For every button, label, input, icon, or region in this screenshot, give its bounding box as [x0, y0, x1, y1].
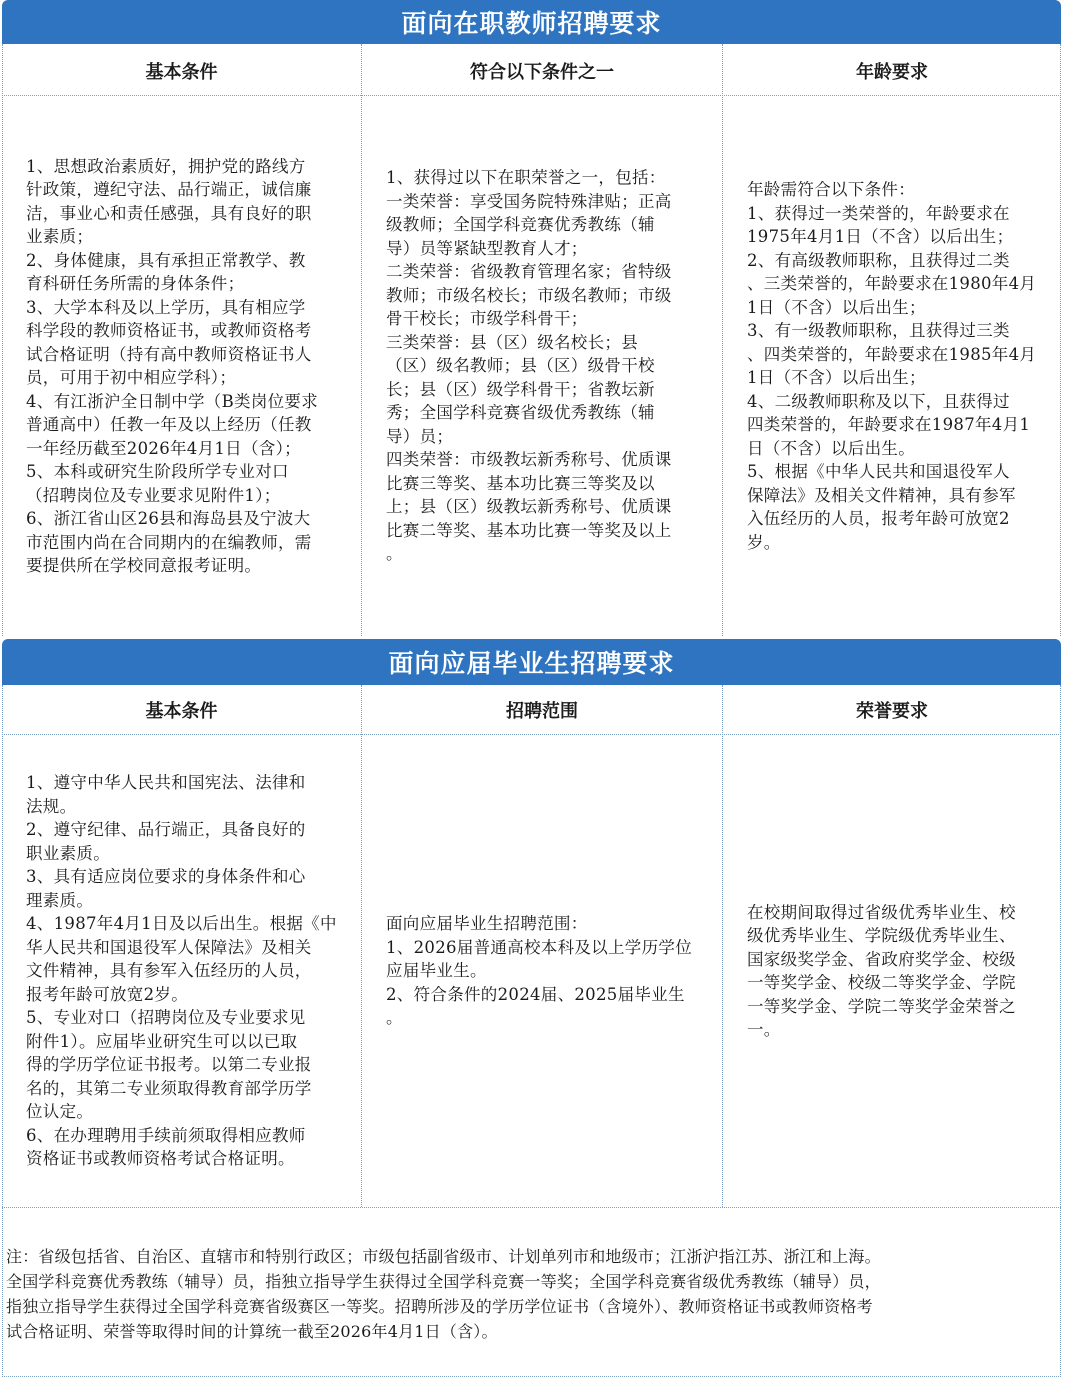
- section2-header-basic: 基本条件: [145, 701, 218, 722]
- section2-note-divider: [2, 1207, 1061, 1208]
- section1-header-basic: 基本条件: [145, 62, 218, 83]
- section2-cell-scope: [362, 735, 722, 1207]
- section2-title: 面向应届毕业生招聘要求: [2, 639, 1061, 685]
- section2-header-scope: 招聘范围: [506, 701, 578, 722]
- section1-age-text: 年龄需符合以下条件： 1、获得过一类荣誉的，年龄要求在 1975年4月1日（不含）以后出生； 2、有高级教师职称，且获得过二类 、三类荣誉的，年龄要求在1980年4月 1日（不含）以后出生； 3、有一级教师职称，且获得过三类 、四类荣誉的，年龄要求在1985年4月 1日（不含）以后出生； 4、二级教师职称及以下，且获得过 四类荣誉的，年龄要求在1987年4月1 日（不含）以后出生。 5、根据《中华人民共和国退役军人 保障法》及相关文件精神，具有参军 入伍经历的人员，报考年龄可放宽2 岁。: [747, 180, 1037, 552]
- section2-scope-text: 面向应届毕业生招聘范围： 1、2026届普通高校本科及以上学历学位 应届毕业生。 2、符合条件的2024届、2025届毕业生 。: [386, 914, 692, 1028]
- section1-conditions-text: 1、获得过以下在职荣誉之一，包括： 一类荣誉：享受国务院特殊津贴；正高 级教师；全国学科竞赛优秀教练（辅 导）员等紧缺型教育人才； 二类荣誉：省级教育管理名家；省特级 教师；市级名校长；市级名教师；市级 骨干校长；市级学科骨干； 三类荣誉：县（区）级名校长；县 （区）级名教师；县（区）级骨干校 长；县（区）级学科骨干；省教坛新 秀；全国学科竞赛省级优秀教练（辅 导）员； 四类荣誉：市级教坛新秀称号、优质课 比赛三等奖、基本功比赛三等奖及以 上；县（区）级教坛新秀称号、优质课 比赛二等奖、基本功比赛一等奖及以上 。: [386, 168, 672, 564]
- section1-cell-conditions: [362, 96, 722, 636]
- section2-basic-text: 1、遵守中华人民共和国宪法、法律和 法规。 2、遵守纪律、品行端正，具备良好的 职业素质。 3、具有适应岗位要求的身体条件和心 理素质。 4、1987年4月1日及以后出生。根据《中 华人民共和国退役军人保障法》及相关 文件精神，具有参军入伍经历的人员， 报考年龄可放宽2岁。 5、专业对口（招聘岗位及专业要求见 附件1）。应届毕业研究生可以以已取 得的学历学位证书报考。以第二专业报 名的，其第二专业须取得教育部学历学 位认定。 6、在办理聘用手续前须取得相应教师 资格证书或教师资格考试合格证明。: [26, 773, 337, 1169]
- section1-header-conditions: 符合以下条件之一: [470, 62, 614, 83]
- section1-cell-basic: [2, 96, 361, 636]
- section1-title: 面向在职教师招聘要求: [2, 0, 1061, 44]
- section2-header-honor: 荣誉要求: [856, 701, 928, 722]
- section2-cell-honor: [723, 735, 1061, 1207]
- section2-honor-text: 在校期间取得过省级优秀毕业生、校 级优秀毕业生、学院级优秀毕业生、 国家级奖学金、省政府奖学金、校级 一等奖学金、校级二等奖学金、学院 一等奖学金、学院二等奖学金荣誉之 一。: [747, 902, 1016, 1039]
- section1-basic-text: 1、思想政治素质好，拥护党的路线方 针政策，遵纪守法、品行端正，诚信廉 洁，事业心和责任感强，具有良好的职 业素质； 2、身体健康，具有承担正常教学、教 育科研任务所需的身体条件； 3、大学本科及以上学历，具有相应学 科学段的教师资格证书，或教师资格考 试合格证明（持有高中教师资格证书人 员，可用于初中相应学科）； 4、有江浙沪全日制中学（B类岗位要求 普通高中）任教一年及以上经历（任教 一年经历截至2026年4月1日（含）； 5、本科或研究生阶段所学专业对口 （招聘岗位及专业要求见附件1）； 6、浙江省山区26县和海岛县及宁波大 市范围内尚在合同期内的在编教师，需 要提供所在学校同意报考证明。: [26, 156, 319, 575]
- section1-cell-age: [723, 96, 1061, 636]
- footnote: 注：省级包括省、自治区、直辖市和特别行政区；市级包括副省级市、计划单列市和地级市；江浙沪指江苏、浙江和上海。 全国学科竞赛优秀教练（辅导）员，指独立指导学生获得过全国学科竞赛一等奖；全国学科竞赛省级优秀教练（辅导）员， 指独立指导学生获得过全国学科竞赛省级赛区一等奖。招聘所涉及的学历学位证书（含境外）、教师资格证书或教师资格考 试合格证明、荣誉等取得时间的计算统一截至2026年4月1日（含）。: [6, 1247, 881, 1341]
- section1-header-age: 年龄要求: [856, 62, 928, 83]
- section2-cell-basic: [2, 735, 361, 1207]
